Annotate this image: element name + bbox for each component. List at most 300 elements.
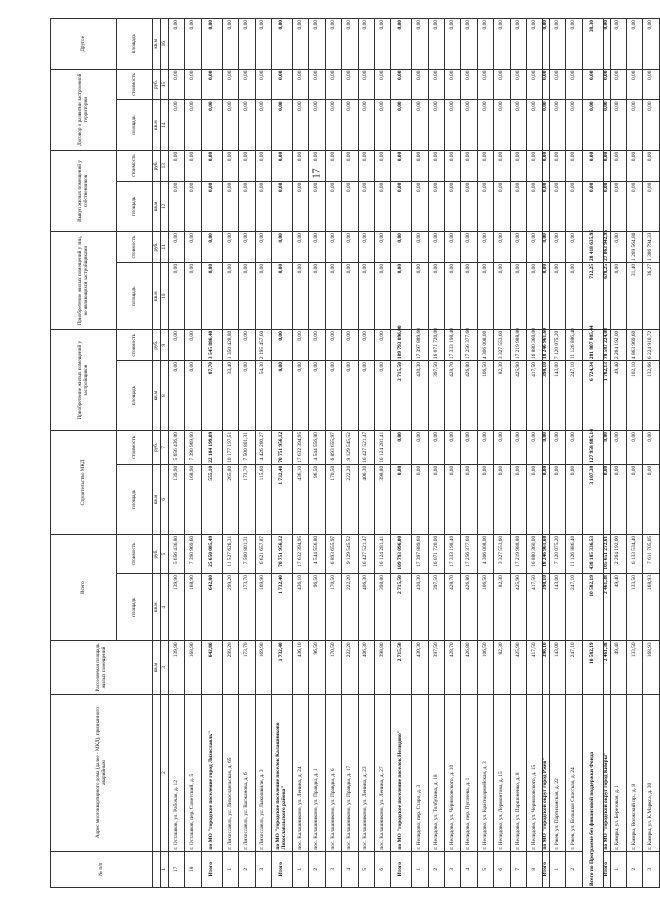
row-value: 0,00 <box>643 19 659 70</box>
row-value: 133,50 <box>626 574 642 641</box>
row-value: 0,00 <box>169 361 185 431</box>
row-value: 438 185 336,53 <box>582 534 603 573</box>
row-value: 0,00 <box>169 100 185 150</box>
column-number: 1 <box>161 851 169 887</box>
units-row <box>153 19 161 888</box>
row-resettled-area: 169,90 <box>255 641 271 694</box>
column-number: 3 <box>161 641 169 694</box>
row-value: 0,00 <box>477 232 493 263</box>
row-value: 109 793 096,00 <box>391 534 412 573</box>
row-value: 10 582,19 <box>582 574 603 641</box>
row-value: 0,00 <box>445 150 461 181</box>
row-value: 0,00 <box>477 19 493 70</box>
row-resettled-area: 406,30 <box>358 641 374 694</box>
row-value: 281 807 805,44 <box>582 330 603 361</box>
row-value: 0,00 <box>494 19 510 70</box>
row-value: 0,00 <box>428 232 444 263</box>
row-value: 0,00 <box>255 181 271 231</box>
rotated-table-container <box>50 18 654 888</box>
row-value: 0,00 <box>643 100 659 150</box>
row-value: 0,00 <box>527 262 543 329</box>
row-value: 17 219 988,80 <box>510 330 526 361</box>
unit-rub: руб. <box>153 232 161 263</box>
row-value: 7 120 075,20 <box>550 330 566 361</box>
row-resettled-area: 642,80 <box>201 641 222 694</box>
row-value: 1 782,13 <box>603 361 610 431</box>
row-value: 0,00 <box>510 262 526 329</box>
row-value: 0,00 <box>543 232 550 263</box>
row-value: 4 544 556,80 <box>309 431 325 465</box>
row-address: г. Кимры, ул. К.Маркса, д. 30 <box>643 694 659 851</box>
row-value: 417,50 <box>527 574 543 641</box>
row-value: 0,00 <box>222 19 238 70</box>
table-row <box>412 19 428 888</box>
row-value: 70 751 956,12 <box>271 431 292 465</box>
row-value: 0,00 <box>412 431 428 465</box>
row-number: 8 <box>527 851 543 887</box>
row-value: 127 958 885,14 <box>582 431 603 465</box>
row-value: 0,00 <box>185 150 201 181</box>
row-address: пос. Калашниково, ул. Правды, д. 1 <box>309 694 325 851</box>
unit-rub: руб. <box>153 330 161 361</box>
row-resettled-area: 428,70 <box>445 641 461 694</box>
column-number: 6 <box>161 464 169 534</box>
row-value: 0,00 <box>309 330 325 361</box>
row-value: 0,00 <box>239 100 255 150</box>
row-value: 0,00 <box>309 361 325 431</box>
subheader-area: площадь <box>117 181 153 231</box>
row-value: 2 195 457,60 <box>255 330 271 361</box>
row-value: 0,00 <box>358 19 374 70</box>
row-value: 555,10 <box>201 464 222 534</box>
row-value: 0,00 <box>445 262 461 329</box>
row-value: 0,00 <box>201 19 222 70</box>
row-resettled-area: 2 715,50 <box>391 641 412 694</box>
row-value: 0,00 <box>292 330 308 361</box>
column-number: 4 <box>161 574 169 641</box>
row-value: 5 656 436,80 <box>169 431 185 465</box>
column-number: 5 <box>161 534 169 573</box>
row-value: 0,00 <box>461 150 477 181</box>
row-value: 0,00 <box>239 69 255 100</box>
row-value: 0,00 <box>494 100 510 150</box>
row-value: 0,00 <box>412 464 428 534</box>
row-value: 406,30 <box>358 574 374 641</box>
row-value: 0,00 <box>477 431 493 465</box>
table-body <box>169 19 660 888</box>
row-resettled-area: 139,90 <box>169 641 185 694</box>
table-total-row <box>543 19 550 888</box>
row-number: 1 <box>222 851 238 887</box>
row-value: 0,00 <box>358 262 374 329</box>
header-other: Другое <box>51 19 117 70</box>
row-value: 0,00 <box>445 431 461 465</box>
row-value: 7 611 705,05 <box>643 534 659 573</box>
row-value: 0,00 <box>510 181 526 231</box>
row-value: 0,00 <box>412 232 428 263</box>
table-total-row <box>391 19 412 888</box>
row-number: Итого <box>543 851 550 887</box>
row-address: г. Нелидово, ул. Паршоненко, д. 8 <box>510 694 526 851</box>
row-value: 0,00 <box>603 431 610 465</box>
row-address: г. Кимры, Волжский пр., д. 8 <box>626 694 642 851</box>
row-value: 1 350 428,80 <box>222 330 238 361</box>
row-value: 0,00 <box>610 100 626 150</box>
row-value: 0,00 <box>582 100 603 150</box>
subheader-cost: стоимость <box>117 69 153 100</box>
units-blank <box>153 694 161 851</box>
row-value: 10 177 197,51 <box>222 431 238 465</box>
row-value: 102,10 <box>626 361 642 431</box>
row-value: 2 461,38 <box>603 574 610 641</box>
row-value: 0,00 <box>566 181 582 231</box>
column-number-row <box>161 19 169 888</box>
row-value: 16 071 720,00 <box>428 330 444 361</box>
row-value: 0,00 <box>342 181 358 231</box>
row-value: 0,00 <box>201 150 222 181</box>
row-value: 0,00 <box>271 100 292 150</box>
row-value: 0,00 <box>271 69 292 100</box>
row-resettled-area: 426,80 <box>461 641 477 694</box>
row-value: 115,60 <box>255 464 271 534</box>
row-value: 0,00 <box>566 464 582 534</box>
row-value: 6 621 657,87 <box>255 534 271 573</box>
row-value: 222,20 <box>342 574 358 641</box>
row-value: 3 107,30 <box>582 464 603 534</box>
row-value: 0,00 <box>169 181 185 231</box>
row-value: 0,00 <box>342 361 358 431</box>
row-value: 398,80 <box>374 464 390 534</box>
row-value: 0,00 <box>325 69 341 100</box>
row-value: 247,10 <box>566 574 582 641</box>
row-value: 0,00 <box>610 262 626 329</box>
row-value: 105 651 272,61 <box>603 534 610 573</box>
row-value: 169,90 <box>255 574 271 641</box>
row-value: 0,00 <box>543 464 550 534</box>
row-resettled-area: 168,93 <box>643 641 659 694</box>
row-value: 3 327 553,60 <box>494 330 510 361</box>
table-row <box>185 19 201 888</box>
row-value: 168,90 <box>185 464 201 534</box>
row-value: 0,00 <box>643 181 659 231</box>
table-total-row <box>201 19 222 888</box>
row-value: 0,00 <box>510 150 526 181</box>
table-row <box>566 19 582 888</box>
row-value: 7 390 969,60 <box>185 431 201 465</box>
unit-rub: руб. <box>153 69 161 100</box>
row-value: 1 386 794,33 <box>643 232 659 263</box>
row-value: 0,00 <box>201 262 222 329</box>
row-value: 0,00 <box>374 361 390 431</box>
row-value: 0,00 <box>201 181 222 231</box>
row-resettled-area: 425,90 <box>510 641 526 694</box>
row-value: 0,00 <box>428 431 444 465</box>
row-value: 0,00 <box>550 19 566 70</box>
row-value: 417,50 <box>527 361 543 431</box>
row-value: 0,00 <box>510 232 526 263</box>
row-value: 0,00 <box>292 100 308 150</box>
row-value: 9 129 545,52 <box>342 431 358 465</box>
row-value: 0,00 <box>550 100 566 150</box>
row-value: 70 751 956,12 <box>271 534 292 573</box>
row-value: 0,00 <box>374 100 390 150</box>
header-address: Адрес многоквартирного дома (далее - МКД), признанного аварийным <box>51 694 153 851</box>
row-value: 0,00 <box>342 150 358 181</box>
row-value: 0,00 <box>391 232 412 263</box>
row-value: 0,00 <box>494 69 510 100</box>
row-value: 25 650 085,49 <box>201 534 222 573</box>
row-value: 0,00 <box>445 181 461 231</box>
row-value: 2 715,50 <box>391 574 412 641</box>
row-value: 0,00 <box>292 262 308 329</box>
row-resettled-area: 170,50 <box>325 641 341 694</box>
row-value: 0,00 <box>391 181 412 231</box>
row-value: 0,00 <box>239 150 255 181</box>
table-row <box>292 19 308 888</box>
row-value: 0,00 <box>374 19 390 70</box>
table-row <box>428 19 444 888</box>
row-value: 132,66 <box>643 361 659 431</box>
header-acq-developers: Приобретение жилых помещений у застройщиков <box>51 330 117 431</box>
row-resettled-area: 398,80 <box>374 641 390 694</box>
row-value: 0,00 <box>550 232 566 263</box>
row-value: 0,00 <box>543 19 550 70</box>
row-value: 0,00 <box>610 69 626 100</box>
row-value: 0,00 <box>391 100 412 150</box>
row-resettled-area: 96,50 <box>309 641 325 694</box>
row-value: 33,40 <box>222 361 238 431</box>
row-value: 0,00 <box>428 464 444 534</box>
row-value: 712,25 <box>582 262 603 329</box>
row-value: 0,00 <box>325 100 341 150</box>
row-value: 0,00 <box>358 361 374 431</box>
row-value: 78 587 224,08 <box>602 328 609 360</box>
row-value: 4 426 200,27 <box>255 431 271 465</box>
subheader-area: площадь <box>117 262 153 329</box>
row-number: Итого <box>391 851 412 887</box>
row-resettled-area: 299,20 <box>222 641 238 694</box>
row-value: 0,00 <box>201 69 222 100</box>
row-value: 0,00 <box>643 69 659 100</box>
row-resettled-area: 49,40 <box>610 641 626 694</box>
row-value: 0,00 <box>185 100 201 150</box>
row-address: г. Нелидово, ул. Черняховского, д. 10 <box>445 694 461 851</box>
row-resettled-area: 397,50 <box>428 641 444 694</box>
row-address: по МО "городской округ город Ржев" <box>543 694 550 851</box>
row-value: 16 880 360,00 <box>527 330 543 361</box>
row-resettled-area: 390,10 <box>543 641 550 694</box>
row-value: 0,00 <box>255 150 271 181</box>
row-value: 0,00 <box>169 232 185 263</box>
row-value: 0,00 <box>643 150 659 181</box>
row-value: 0,00 <box>309 69 325 100</box>
column-number: 7 <box>161 431 169 465</box>
row-value: 16 427 521,47 <box>358 431 374 465</box>
row-value: 0,00 <box>239 330 255 361</box>
row-value: 16 124 281,41 <box>374 431 390 465</box>
row-number: 3 <box>325 851 341 887</box>
row-value: 0,00 <box>550 464 566 534</box>
row-value: 2 264 192,00 <box>610 330 626 361</box>
row-value: 0,00 <box>358 150 374 181</box>
table-row <box>222 19 238 888</box>
table-row <box>494 19 510 888</box>
row-value: 49,40 <box>610 574 626 641</box>
row-value: 0,00 <box>239 19 255 70</box>
row-value: 6 893 655,97 <box>325 431 341 465</box>
header-redemption: Выкуп жилых помещений у собственников <box>51 150 117 231</box>
row-value: 0,00 <box>527 181 543 231</box>
row-value: 27 063 942,95 <box>602 229 609 261</box>
row-value: 1 269 564,80 <box>626 232 642 263</box>
table-row <box>239 19 255 888</box>
row-number: 5 <box>358 851 374 887</box>
subheader-cost: стоимость <box>117 431 153 465</box>
row-value: 299,20 <box>222 574 238 641</box>
row-value: 0,00 <box>222 181 238 231</box>
row-value: 0,00 <box>412 181 428 231</box>
row-value: 0,00 <box>325 19 341 70</box>
row-value: 0,00 <box>358 181 374 231</box>
table-row <box>445 19 461 888</box>
row-value: 82,30 <box>494 361 510 431</box>
row-value: 0,00 <box>510 69 526 100</box>
row-value: 247,10 <box>566 361 582 431</box>
row-value: 170,50 <box>325 464 341 534</box>
subheader-cost: стоимость <box>117 330 153 361</box>
row-value: 0,00 <box>292 19 308 70</box>
row-value: 0,00 <box>527 232 543 263</box>
row-value: 82,30 <box>494 574 510 641</box>
row-value: 0,00 <box>550 262 566 329</box>
row-value: 0,00 <box>342 19 358 70</box>
row-value: 106,50 <box>477 361 493 431</box>
row-value: 0,00 <box>374 181 390 231</box>
row-value: 0,00 <box>412 150 428 181</box>
row-number: 6 <box>494 851 510 887</box>
row-number: 7 <box>510 851 526 887</box>
row-value: 0,00 <box>626 150 642 181</box>
row-value: 170,50 <box>325 574 341 641</box>
row-address: г. Осташков, пер. Советский, д. 5 <box>185 694 201 851</box>
table-header <box>51 19 169 888</box>
row-number: Итого <box>201 851 222 887</box>
column-number: 16 <box>161 19 169 70</box>
column-number: 9 <box>161 330 169 361</box>
row-address: г. Осташков, ул. Рабочая, д. 12 <box>169 694 185 851</box>
subheader-area: площадь <box>117 361 153 431</box>
column-number: 11 <box>161 232 169 263</box>
row-value: 0,00 <box>412 69 428 100</box>
row-value: 0,00 <box>603 19 610 70</box>
row-value: 6 893 655,97 <box>325 534 341 573</box>
row-address: по МО "городское поселение город Лихославль" <box>201 694 222 851</box>
row-value: 1 732,40 <box>271 464 292 534</box>
row-value: 0,00 <box>626 464 642 534</box>
row-value: 0,00 <box>461 262 477 329</box>
row-number: 1 <box>412 851 428 887</box>
row-value: 0,00 <box>566 150 582 181</box>
row-value: 4 306 008,00 <box>477 534 493 573</box>
row-value: 0,00 <box>325 150 341 181</box>
row-value: 406,30 <box>358 464 374 534</box>
row-value: 398,80 <box>374 574 390 641</box>
row-address: г. Ржев, ул. Партизанская, д. 22 <box>550 694 566 851</box>
row-value: 642,80 <box>201 574 222 641</box>
row-value: 0,00 <box>428 69 444 100</box>
row-value: 0,00 <box>477 150 493 181</box>
row-value: 17 219 988,80 <box>510 534 526 573</box>
row-value: 0,00 <box>342 262 358 329</box>
row-value: 397,50 <box>428 361 444 431</box>
units-blank <box>153 851 161 887</box>
row-value: 16 124 281,41 <box>374 534 390 573</box>
row-value: 0,00 <box>603 150 610 181</box>
row-value: 425,90 <box>510 574 526 641</box>
row-value: 11 126 886,40 <box>566 330 582 361</box>
subheader-area: площадь <box>117 100 153 150</box>
row-value: 426,80 <box>461 361 477 431</box>
row-value: 139,90 <box>169 464 185 534</box>
header-territory: Договор о развитии застроенной территории <box>51 69 117 150</box>
row-value: 0,00 <box>255 100 271 150</box>
row-value: 4 863 969,60 <box>626 330 642 361</box>
unit-m2: кв.м <box>153 262 161 329</box>
row-value: 0,00 <box>643 464 659 534</box>
row-value: 0,00 <box>461 232 477 263</box>
row-value: 390,10 <box>543 361 550 431</box>
table-viewport <box>50 18 654 888</box>
row-value: 0,00 <box>566 19 582 70</box>
row-value: 168,90 <box>185 574 201 641</box>
row-address: г. Нелидово, ул. Красноармейская, д. 3 <box>477 694 493 851</box>
row-value: 0,00 <box>374 69 390 100</box>
row-value: 0,00 <box>550 69 566 100</box>
row-value: 0,00 <box>185 262 201 329</box>
row-value: 0,00 <box>626 181 642 231</box>
row-number: 5 <box>477 851 493 887</box>
row-value: 0,00 <box>325 262 341 329</box>
subheader-area: площадь <box>117 464 153 534</box>
row-value: 265,80 <box>222 464 238 534</box>
row-value: 168,93 <box>643 574 659 641</box>
row-value: 0,00 <box>477 69 493 100</box>
row-value: 0,00 <box>169 330 185 361</box>
row-number: 3 <box>643 851 659 887</box>
row-value: 0,00 <box>626 431 642 465</box>
column-number: 15 <box>161 69 169 100</box>
row-value: 0,00 <box>626 69 642 100</box>
table-row <box>461 19 477 888</box>
row-value: 0,00 <box>169 262 185 329</box>
subheader-area: площадь <box>117 19 153 70</box>
row-address: г. Нелидово, пер. Старо, д. 3 <box>412 694 428 851</box>
column-number: 8 <box>161 361 169 431</box>
row-value: 0,00 <box>566 232 582 263</box>
row-value: 6 724,34 <box>582 361 603 431</box>
unit-m2: кв.м <box>153 19 161 70</box>
unit-m2: кв.м <box>153 100 161 150</box>
unit-m2: кв.м <box>153 574 161 641</box>
row-value: 6 224 910,72 <box>643 330 659 361</box>
row-value: 0,00 <box>477 464 493 534</box>
row-value: 31,40 <box>626 262 642 329</box>
row-value: 17 333 198,40 <box>445 534 461 573</box>
row-value: 0,00 <box>309 181 325 231</box>
row-value: 0,00 <box>603 464 610 534</box>
row-value: 0,00 <box>271 181 292 231</box>
row-number: Итого <box>603 851 610 887</box>
